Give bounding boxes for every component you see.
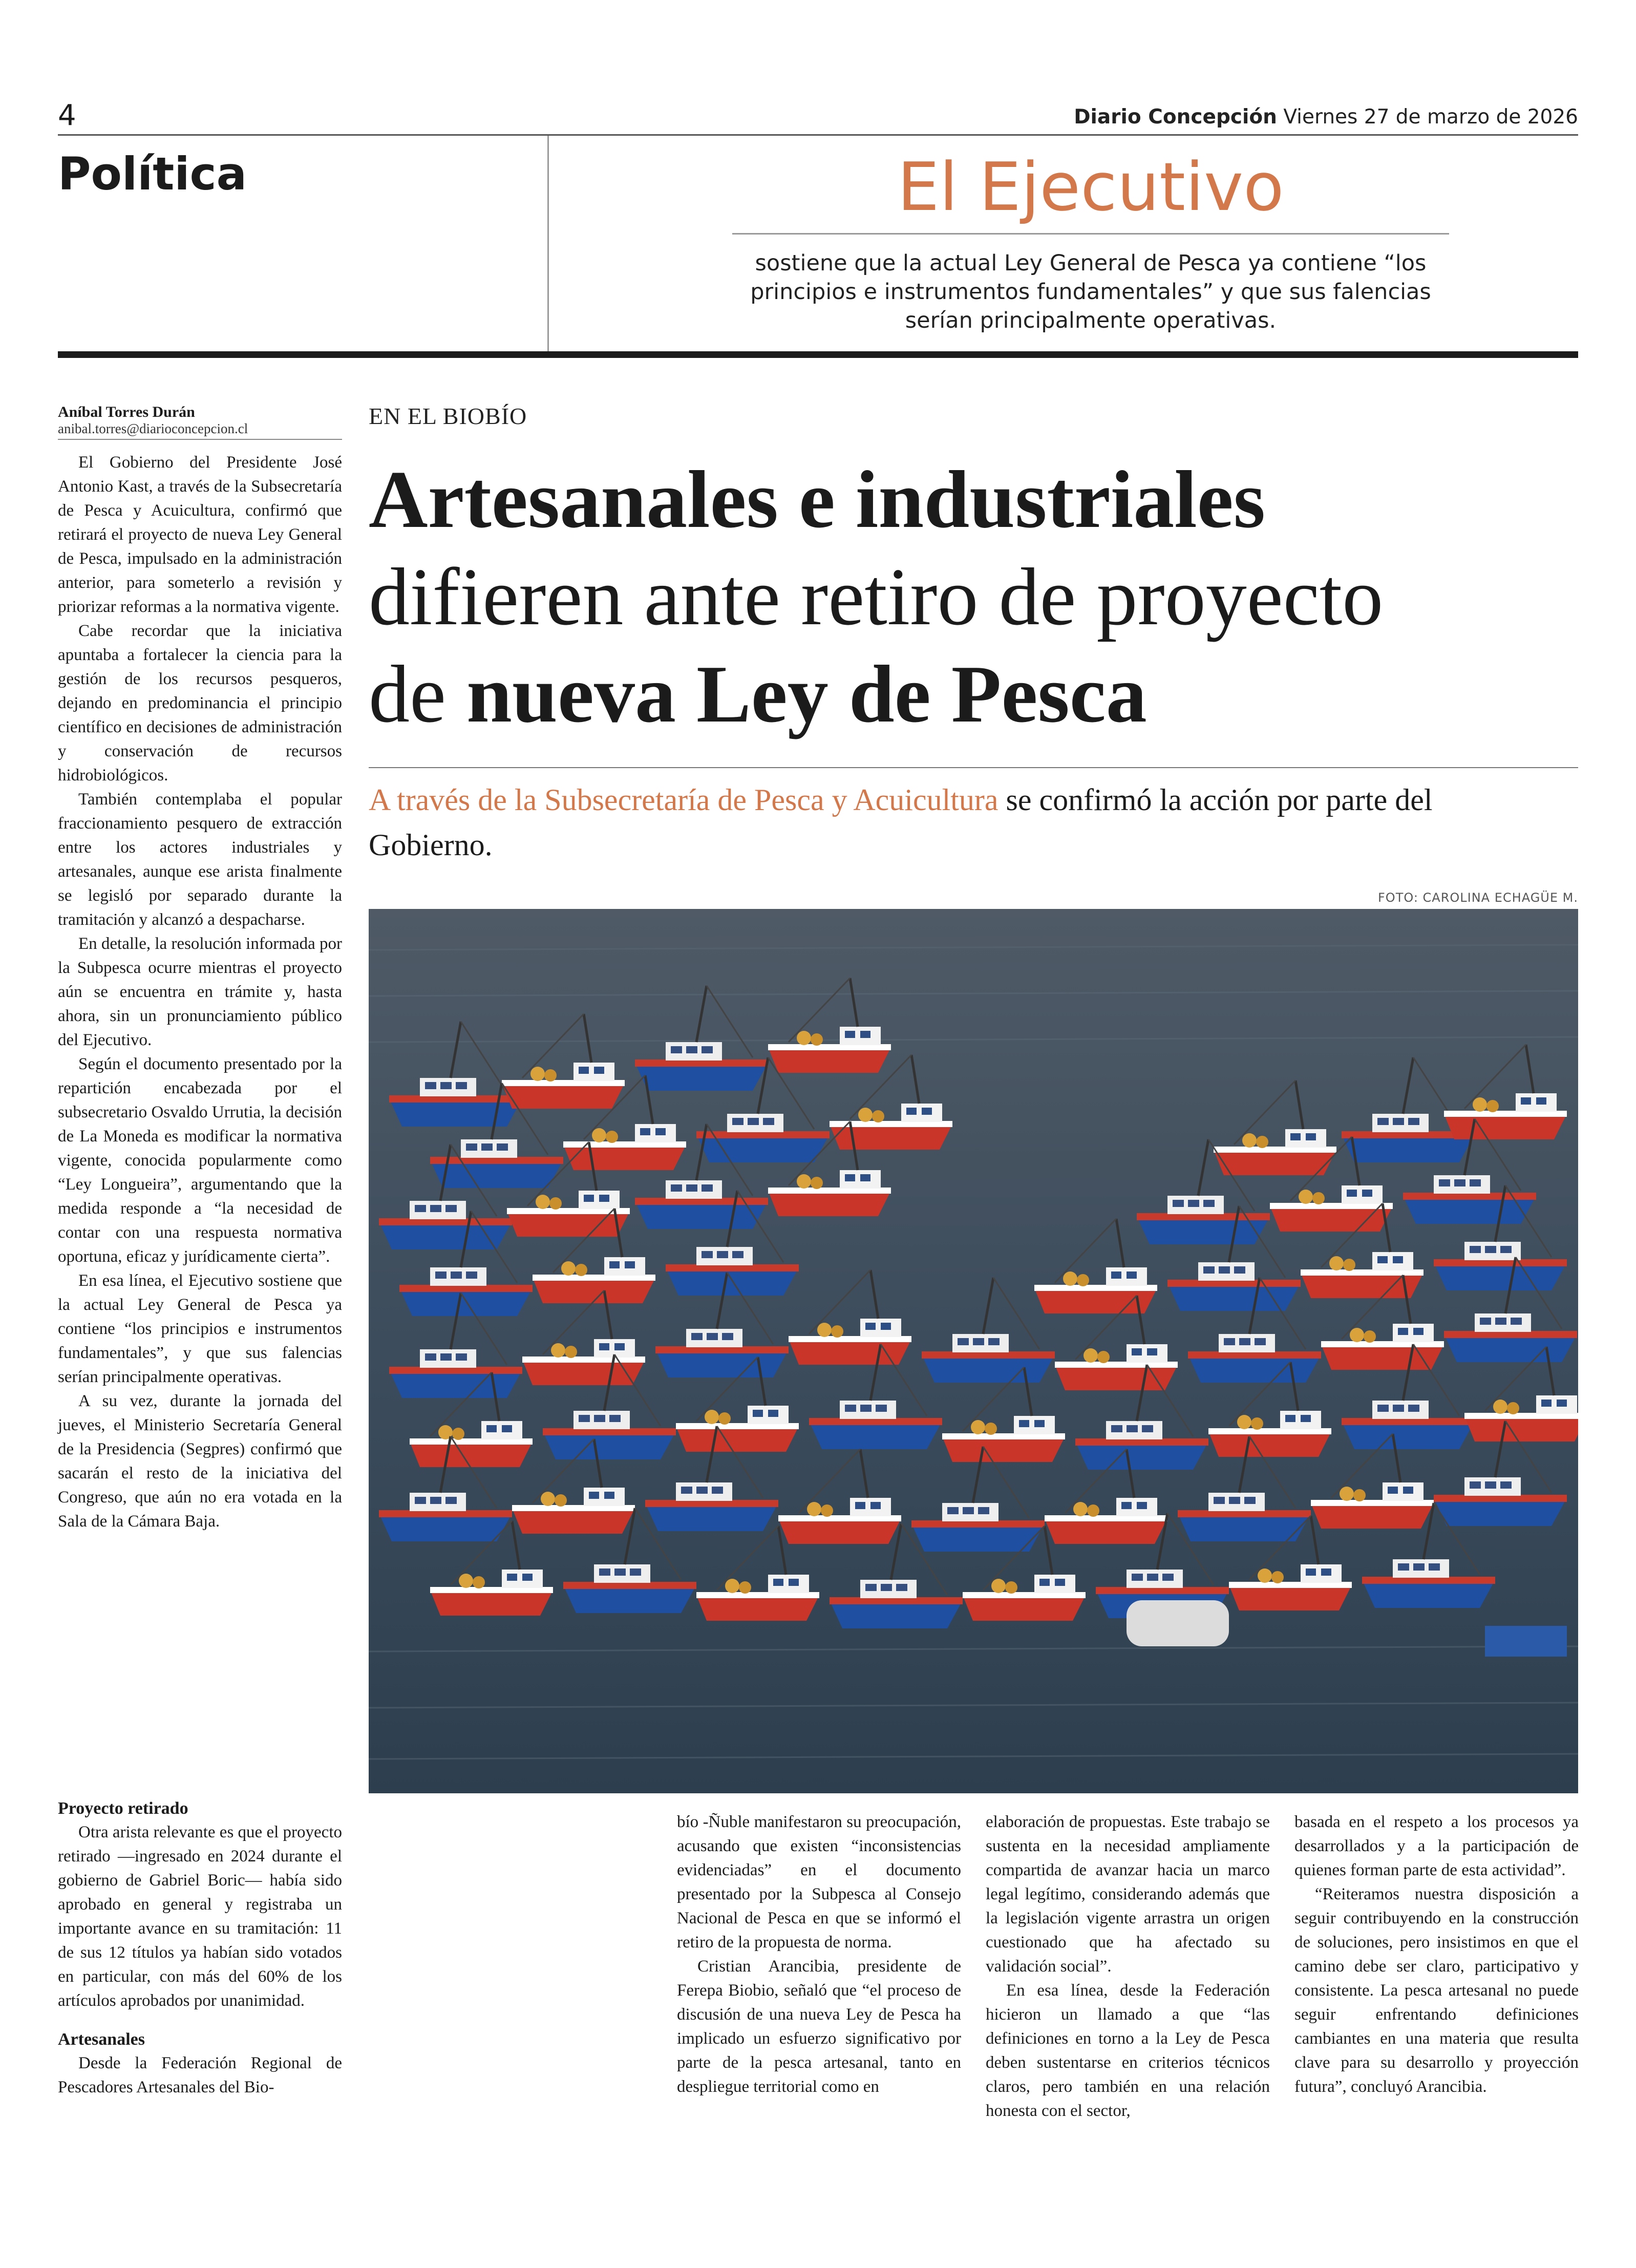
deck-accent: A través de la Subsecretaría de Pesca y Acuicultura (369, 783, 998, 817)
quote-text: sostiene que la actual Ley General de Pesca ya contiene “los principios e instrumentos fundamentales” y que sus falencias serían principalmente operativas. (750, 250, 1431, 333)
paragraph: A su vez, durante la jornada del jueves, el Ministerio Secretaría General de la Presidencia (Segpres) confirmó que sacarán el resto de la iniciativa del Congreso, que aún no era votada en la Sala de la Cámara Baja. (58, 1392, 342, 1531)
page-number: 4 (58, 99, 76, 132)
headline-rule (369, 767, 1578, 768)
masthead (1074, 105, 1578, 129)
byline-rule (58, 439, 342, 440)
header-thick-rule (58, 351, 1578, 358)
headline-line-3-pre: de (369, 648, 467, 739)
paragraph: “Reiteramos nuestra disposición a seguir contribuyendo en la construcción de soluciones, pero insistimos en que el camino debe ser claro, participativo y consistente. La pesca artesanal no puede seguir enfrentando definiciones cambiantes en una materia que resulta clave para su desarrollo y proyección futura”, concluyó Arancibia. (1294, 1885, 1579, 2096)
subhead-artesanales: Artesanales (58, 2030, 145, 2049)
overline: EN EL BIOBÍO (369, 403, 527, 429)
deck-rest: se confirmó la acción por parte del Gobierno. (369, 783, 1433, 862)
body-column-4 (1294, 1810, 1579, 2099)
header-divider (547, 136, 549, 353)
quote-rule (732, 233, 1449, 235)
deck (369, 777, 1546, 867)
harbor-boats-photo (369, 909, 1578, 1793)
body-column-3 (986, 1810, 1270, 2123)
paragraph: El Gobierno del Presidente José Antonio Kast, a través de la Subsecretaría de Pesca y Acuicultura, confirmó que retirará el proyecto de nueva Ley General de Pesca, impulsado en la administración anterior, para someterlo a revisión y priorizar reformas a la normativa vigente. (58, 453, 342, 616)
top-rule (58, 134, 1578, 136)
body-column-2 (677, 1810, 961, 2099)
paragraph: basada en el respeto a los procesos ya desarrollados y a la participación de quienes forman parte de esta actividad”. (1294, 1813, 1579, 1879)
paragraph: elaboración de propuestas. Este trabajo se sustenta en la necesidad ampliamente compartida de avanzar hacia un marco legal legítimo, considerando además que la legislación vigente arrastra un origen cuestionado que ha afectado su validación social”. (986, 1813, 1270, 1976)
paragraph: En detalle, la resolución informada por la Subpesca ocurre mientras el proyecto aún se encuentra en trámite y, hasta ahora, sin un pronunciamiento público del Ejecutivo. (58, 935, 342, 1049)
paragraph: También contemplaba el popular fraccionamiento pesquero de extracción entre los actores industriales y artesanales, aunque ese arista finalmente se legisló por separado durante la tramitación y alcanzó a despacharse. (58, 790, 342, 929)
paragraph: Cristian Arancibia, presidente de Ferepa Biobio, señaló que “el proceso de discusión de una nueva Ley de Pesca ha implicado un esfuerzo significativo por parte de la pesca artesanal, tanto en despliegue territorial como en (677, 1957, 961, 2096)
section-title: Política (58, 147, 247, 200)
headline-line-2: difieren ante retiro de proyecto (369, 551, 1384, 642)
paragraph: En esa línea, desde la Federación hicieron un llamado a que “las definiciones en torno a la Ley de Pesca deben sustentarse en criterios técnicos claros, pero también en una relación honesta con el sector, (986, 1981, 1270, 2120)
photo-credit: FOTO: CAROLINA ECHAGÜE M. (1378, 891, 1578, 905)
author-name: Aníbal Torres Durán (58, 404, 195, 420)
paragraph: Cabe recordar que la iniciativa apuntaba a fortalecer la ciencia para la gestión de los recursos pesqueros, dejando en predominancia el principio científico en decisiones de administración y conservación de recursos hidrobiológicos. (58, 622, 342, 785)
paragraph: En esa línea, el Ejecutivo sostiene que la actual Ley General de Pesca ya contiene “los principios e instrumentos fundamentales”, y que sus falencias serían principalmente operativas. (58, 1271, 342, 1386)
issue-date: Viernes 27 de marzo de 2026 (1283, 105, 1578, 129)
paper-name: Diario Concepción (1074, 105, 1277, 129)
quote-kicker: El Ejecutivo (897, 148, 1284, 226)
paragraph: Otra arista relevante es que el proyecto retirado —ingresado en 2024 durante el gobierno de Gabriel Boric— había sido aprobado en general y registraba un importante avance en su tramitación: 11 de sus 12 títulos ya habían sido votados en particular, con más del 60% de los artículos aprobados por unanimidad. (58, 1823, 342, 2010)
paragraph: Desde la Federación Regional de Pescadores Artesanales del Bio- (58, 2054, 342, 2096)
author-email[interactable]: anibal.torres@diarioconcepcion.cl (58, 421, 248, 436)
boats-illustration (369, 909, 1578, 1793)
body-column-1 (58, 451, 342, 1534)
headline-line-3 (369, 645, 1577, 743)
paragraph: Según el documento presentado por la repartición encabezada por el subsecretario Osvaldo Urrutia, la decisión de La Moneda es modificar la normativa vigente, conocida popularmente como “Ley Longueira”, argumentando que la medida responde a “la necesidad de contar con una respuesta normativa oportuna, eficaz y jurídicamente cierta”. (58, 1055, 342, 1266)
headline-line-3-bold: nueva Ley de Pesca (466, 648, 1147, 739)
body-column-1-lower (58, 1782, 342, 2100)
subhead-proyecto-retirado: Proyecto retirado (58, 1799, 188, 1818)
paragraph: bío -Ñuble manifestaron su preocupación, acusando que existen “inconsistencias evidenciadas” en el documento presentado por la Subpesca al Consejo Nacional de Pesca en que se informó el retiro de la propuesta de norma. (677, 1813, 961, 1952)
headline-line-1: Artesanales e industriales (369, 454, 1266, 545)
